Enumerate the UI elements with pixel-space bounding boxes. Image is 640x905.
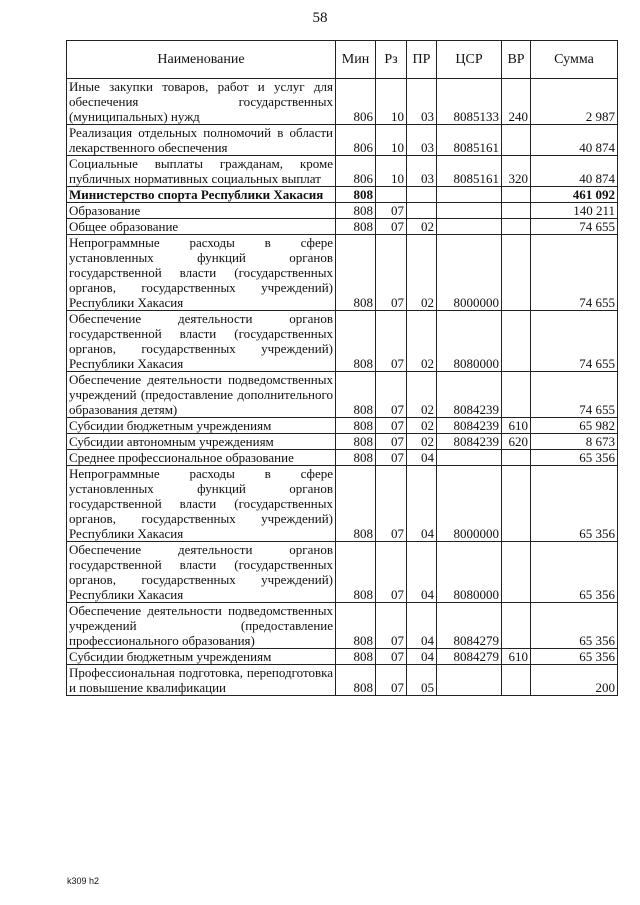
row-pr: 04 xyxy=(407,603,437,649)
row-name: Субсидии бюджетным учреждениям xyxy=(67,418,336,434)
row-name: Субсидии бюджетным учреждениям xyxy=(67,649,336,665)
row-sum: 200 xyxy=(531,665,618,696)
row-pr: 02 xyxy=(407,311,437,372)
row-min: 808 xyxy=(336,187,376,203)
row-pr: 02 xyxy=(407,219,437,235)
row-vr: 610 xyxy=(502,649,531,665)
row-csr: 8084279 xyxy=(437,649,502,665)
row-csr: 8080000 xyxy=(437,311,502,372)
row-vr: 610 xyxy=(502,418,531,434)
row-rz: 10 xyxy=(376,156,407,187)
table-row xyxy=(67,372,618,418)
row-vr xyxy=(502,125,531,156)
row-rz: 07 xyxy=(376,434,407,450)
row-pr: 02 xyxy=(407,235,437,311)
table-row xyxy=(67,203,618,219)
row-min: 808 xyxy=(336,235,376,311)
row-vr: 320 xyxy=(502,156,531,187)
row-vr xyxy=(502,219,531,235)
header-pr: ПР xyxy=(407,41,437,79)
table-row xyxy=(67,434,618,450)
row-min: 808 xyxy=(336,372,376,418)
header-csr: ЦСР xyxy=(437,41,502,79)
row-pr: 03 xyxy=(407,125,437,156)
row-name: Обеспечение деятельности подведомственных учреждений (предоставление профессионального образования) xyxy=(67,603,336,649)
row-sum: 65 356 xyxy=(531,450,618,466)
row-name: Непрограммные расходы в сфере установленных функций органов государственной власти (государственных органов, государственных учреждений) Республики Хакасия xyxy=(67,466,336,542)
row-min: 808 xyxy=(336,542,376,603)
header-min: Мин xyxy=(336,41,376,79)
row-sum: 2 987 xyxy=(531,79,618,125)
row-rz: 07 xyxy=(376,466,407,542)
row-min: 808 xyxy=(336,603,376,649)
row-csr: 8085133 xyxy=(437,79,502,125)
row-name: Непрограммные расходы в сфере установленных функций органов государственной власти (государственных органов, государственных учреждений) Республики Хакасия xyxy=(67,235,336,311)
row-name: Обеспечение деятельности органов государственной власти (государственных органов, государственных учреждений) Республики Хакасия xyxy=(67,542,336,603)
row-pr xyxy=(407,203,437,219)
row-vr xyxy=(502,542,531,603)
row-csr: 8084239 xyxy=(437,434,502,450)
table-row xyxy=(67,603,618,649)
row-min: 808 xyxy=(336,665,376,696)
row-vr: 620 xyxy=(502,434,531,450)
footer-code: k309 h2 xyxy=(67,876,100,886)
row-pr: 04 xyxy=(407,542,437,603)
row-csr: 8084239 xyxy=(437,418,502,434)
row-vr xyxy=(502,203,531,219)
row-vr xyxy=(502,187,531,203)
row-rz: 07 xyxy=(376,311,407,372)
row-sum: 8 673 xyxy=(531,434,618,450)
row-rz: 10 xyxy=(376,125,407,156)
row-csr xyxy=(437,219,502,235)
row-rz: 07 xyxy=(376,665,407,696)
row-name: Среднее профессиональное образование xyxy=(67,450,336,466)
row-sum: 140 211 xyxy=(531,203,618,219)
table-row xyxy=(67,187,618,203)
row-vr xyxy=(502,466,531,542)
table-row xyxy=(67,418,618,434)
row-pr: 03 xyxy=(407,79,437,125)
header-rz: Рз xyxy=(376,41,407,79)
row-rz: 07 xyxy=(376,542,407,603)
row-vr xyxy=(502,235,531,311)
row-rz: 07 xyxy=(376,235,407,311)
row-pr: 04 xyxy=(407,450,437,466)
row-sum: 65 356 xyxy=(531,542,618,603)
row-pr: 04 xyxy=(407,466,437,542)
row-name: Социальные выплаты гражданам, кроме публичных нормативных социальных выплат xyxy=(67,156,336,187)
row-rz: 07 xyxy=(376,372,407,418)
row-name: Профессиональная подготовка, переподготовка и повышение квалификации xyxy=(67,665,336,696)
table-row xyxy=(67,466,618,542)
row-pr: 02 xyxy=(407,434,437,450)
row-name: Министерство спорта Республики Хакасия xyxy=(67,187,336,203)
row-sum: 74 655 xyxy=(531,372,618,418)
row-min: 806 xyxy=(336,156,376,187)
table-row xyxy=(67,79,618,125)
row-csr: 8000000 xyxy=(437,466,502,542)
row-sum: 74 655 xyxy=(531,311,618,372)
header-vr: ВР xyxy=(502,41,531,79)
table-row xyxy=(67,649,618,665)
header-sum: Сумма xyxy=(531,41,618,79)
row-sum: 74 655 xyxy=(531,235,618,311)
row-sum: 65 356 xyxy=(531,649,618,665)
row-sum: 40 874 xyxy=(531,156,618,187)
table-row xyxy=(67,125,618,156)
row-sum: 40 874 xyxy=(531,125,618,156)
row-min: 808 xyxy=(336,311,376,372)
row-sum: 65 356 xyxy=(531,466,618,542)
table-row xyxy=(67,156,618,187)
table-row xyxy=(67,665,618,696)
row-vr xyxy=(502,372,531,418)
row-rz: 07 xyxy=(376,219,407,235)
row-min: 808 xyxy=(336,450,376,466)
row-name: Обеспечение деятельности органов государственной власти (государственных органов, государственных учреждений) Республики Хакасия xyxy=(67,311,336,372)
table-row xyxy=(67,311,618,372)
row-vr xyxy=(502,603,531,649)
row-csr xyxy=(437,665,502,696)
row-name: Образование xyxy=(67,203,336,219)
row-min: 808 xyxy=(336,434,376,450)
row-pr: 04 xyxy=(407,649,437,665)
row-min: 808 xyxy=(336,203,376,219)
row-csr: 8085161 xyxy=(437,125,502,156)
row-rz: 07 xyxy=(376,649,407,665)
row-name: Субсидии автономным учреждениям xyxy=(67,434,336,450)
row-vr xyxy=(502,665,531,696)
row-pr: 03 xyxy=(407,156,437,187)
row-min: 808 xyxy=(336,418,376,434)
row-name: Обеспечение деятельности подведомственных учреждений (предоставление дополнительного образования детям) xyxy=(67,372,336,418)
row-sum: 65 356 xyxy=(531,603,618,649)
row-min: 808 xyxy=(336,466,376,542)
page-number: 58 xyxy=(312,10,328,26)
row-csr: 8084239 xyxy=(437,372,502,418)
row-pr: 02 xyxy=(407,418,437,434)
row-csr xyxy=(437,203,502,219)
row-min: 808 xyxy=(336,649,376,665)
table-row xyxy=(67,219,618,235)
row-min: 806 xyxy=(336,125,376,156)
row-pr: 05 xyxy=(407,665,437,696)
row-name: Реализация отдельных полномочий в области лекарственного обеспечения xyxy=(67,125,336,156)
table-header-row xyxy=(67,41,618,79)
row-rz xyxy=(376,187,407,203)
row-pr: 02 xyxy=(407,372,437,418)
row-sum: 74 655 xyxy=(531,219,618,235)
row-sum: 65 982 xyxy=(531,418,618,434)
row-rz: 07 xyxy=(376,203,407,219)
table-row xyxy=(67,542,618,603)
header-name: Наименование xyxy=(67,41,336,79)
row-min: 806 xyxy=(336,79,376,125)
row-csr: 8084279 xyxy=(437,603,502,649)
row-vr xyxy=(502,311,531,372)
row-vr xyxy=(502,450,531,466)
row-rz: 10 xyxy=(376,79,407,125)
row-name: Иные закупки товаров, работ и услуг для обеспечения государственных (муниципальных) нужд xyxy=(67,79,336,125)
row-csr: 8000000 xyxy=(437,235,502,311)
row-csr xyxy=(437,450,502,466)
row-sum: 461 092 xyxy=(531,187,618,203)
row-csr xyxy=(437,187,502,203)
budget-table xyxy=(66,40,618,696)
row-csr: 8085161 xyxy=(437,156,502,187)
table-row xyxy=(67,450,618,466)
row-rz: 07 xyxy=(376,418,407,434)
row-csr: 8080000 xyxy=(437,542,502,603)
table-row xyxy=(67,235,618,311)
row-vr: 240 xyxy=(502,79,531,125)
row-rz: 07 xyxy=(376,603,407,649)
row-rz: 07 xyxy=(376,450,407,466)
row-pr xyxy=(407,187,437,203)
row-name: Общее образование xyxy=(67,219,336,235)
row-min: 808 xyxy=(336,219,376,235)
